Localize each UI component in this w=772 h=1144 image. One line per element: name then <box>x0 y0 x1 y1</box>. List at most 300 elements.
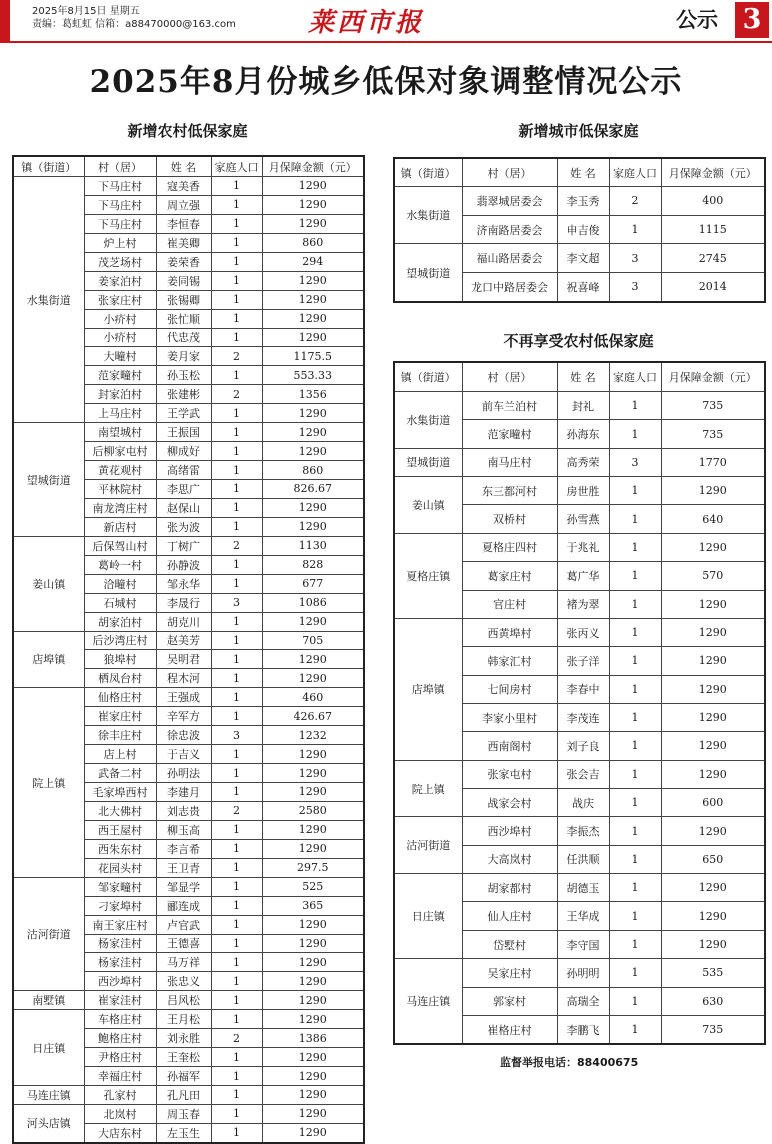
table-row <box>13 536 364 555</box>
village-cell: 小疥村 <box>84 309 156 328</box>
table-row <box>394 618 765 646</box>
name-cell: 张为波 <box>156 517 211 536</box>
village-cell: 吴家庄村 <box>462 959 557 987</box>
village-cell: 狼埠村 <box>84 650 156 669</box>
household-cell: 2 <box>211 1029 262 1048</box>
village-cell: 栖凤台村 <box>84 669 156 688</box>
name-cell: 李恒春 <box>156 214 211 233</box>
village-cell: 石城村 <box>84 593 156 612</box>
name-cell: 徐忠波 <box>156 726 211 745</box>
section-name: 公示 <box>676 8 718 32</box>
household-cell: 1 <box>211 1123 262 1142</box>
household-cell: 3 <box>609 448 661 476</box>
household-cell: 1 <box>609 590 661 618</box>
amount-cell: 1770 <box>661 448 765 476</box>
village-cell: 店上村 <box>84 745 156 764</box>
amount-cell: 735 <box>661 392 765 420</box>
household-cell: 1 <box>609 392 661 420</box>
town-cell: 姜山镇 <box>394 477 462 534</box>
household-cell: 1 <box>211 177 262 196</box>
village-cell: 后沙湾庄村 <box>84 631 156 650</box>
name-cell: 高绪雷 <box>156 461 211 480</box>
village-cell: 福山路居委会 <box>462 244 557 273</box>
household-cell: 1 <box>211 498 262 517</box>
village-cell: 杨家洼村 <box>84 953 156 972</box>
household-cell: 1 <box>609 618 661 646</box>
amount-cell: 735 <box>661 1015 765 1044</box>
village-cell: 前车兰泊村 <box>462 392 557 420</box>
household-cell: 1 <box>609 732 661 760</box>
village-cell: 郭家村 <box>462 987 557 1015</box>
village-cell: 武备二村 <box>84 764 156 783</box>
village-cell: 上马庄村 <box>84 404 156 423</box>
name-cell: 姜同锡 <box>156 271 211 290</box>
name-cell: 孙海东 <box>557 420 609 448</box>
village-cell: 姜家泊村 <box>84 271 156 290</box>
name-cell: 刘志贵 <box>156 801 211 820</box>
household-cell: 1 <box>609 959 661 987</box>
name-cell: 程木河 <box>156 669 211 688</box>
amount-cell: 400 <box>661 187 765 216</box>
amount-cell: 640 <box>661 505 765 533</box>
amount-cell: 1290 <box>262 820 364 839</box>
village-cell: 官庄村 <box>462 590 557 618</box>
name-cell: 刘永胜 <box>156 1029 211 1048</box>
village-cell: 幸福庄村 <box>84 1067 156 1086</box>
amount-cell: 525 <box>262 877 364 896</box>
village-cell: 韩家汇村 <box>462 647 557 675</box>
name-cell: 王振国 <box>156 423 211 442</box>
household-cell: 2 <box>609 187 661 216</box>
name-cell: 张锡卿 <box>156 290 211 309</box>
household-cell: 1 <box>609 817 661 845</box>
village-cell: 下马庄村 <box>84 214 156 233</box>
name-cell: 李鹏飞 <box>557 1015 609 1044</box>
town-cell: 水集街道 <box>394 392 462 449</box>
name-cell: 胡克川 <box>156 612 211 631</box>
village-cell: 西黄埠村 <box>462 618 557 646</box>
amount-cell: 1175.5 <box>262 347 364 366</box>
header-info <box>32 5 236 31</box>
village-cell: 济南路居委会 <box>462 215 557 244</box>
new-rural-title: 新增农村低保家庭 <box>127 122 248 140</box>
amount-cell: 1290 <box>262 328 364 347</box>
household-cell: 1 <box>609 760 661 788</box>
amount-cell: 1290 <box>262 1067 364 1086</box>
name-cell: 周玉春 <box>156 1104 211 1123</box>
name-cell: 卢官武 <box>156 915 211 934</box>
amount-cell: 1290 <box>262 669 364 688</box>
village-cell: 杨家洼村 <box>84 934 156 953</box>
household-cell: 3 <box>211 593 262 612</box>
village-cell: 北岚村 <box>84 1104 156 1123</box>
name-cell: 马万祥 <box>156 953 211 972</box>
name-cell: 左玉生 <box>156 1123 211 1142</box>
household-cell: 1 <box>609 902 661 930</box>
amount-cell: 1290 <box>661 874 765 902</box>
new-urban-title: 新增城市低保家庭 <box>518 122 639 140</box>
household-cell: 1 <box>211 309 262 328</box>
household-cell: 1 <box>211 442 262 461</box>
household-cell: 1 <box>609 703 661 731</box>
amount-cell: 294 <box>262 252 364 271</box>
name-cell: 王奎松 <box>156 1048 211 1067</box>
table-row <box>394 392 765 420</box>
household-cell: 1 <box>211 688 262 707</box>
household-cell: 1 <box>609 420 661 448</box>
table-row <box>13 877 364 896</box>
name-cell: 寇美香 <box>156 177 211 196</box>
household-cell: 1 <box>211 915 262 934</box>
name-cell: 王学武 <box>156 404 211 423</box>
household-cell: 1 <box>211 820 262 839</box>
name-cell: 周立强 <box>156 195 211 214</box>
table-row <box>13 688 364 707</box>
amount-cell: 1356 <box>262 385 364 404</box>
village-cell: 龙口中路居委会 <box>462 273 557 302</box>
name-cell: 张会吉 <box>557 760 609 788</box>
name-cell: 李言希 <box>156 839 211 858</box>
amount-cell: 1290 <box>262 650 364 669</box>
name-cell: 李晟行 <box>156 593 211 612</box>
household-cell: 1 <box>609 505 661 533</box>
amount-cell: 826.67 <box>262 480 364 499</box>
household-cell: 3 <box>609 273 661 302</box>
name-cell: 祝喜峰 <box>557 273 609 302</box>
name-cell: 王强成 <box>156 688 211 707</box>
village-cell: 花园头村 <box>84 858 156 877</box>
village-cell: 范家疃村 <box>462 420 557 448</box>
village-cell: 胡家都村 <box>462 874 557 902</box>
column-header-household: 家庭人口 <box>609 158 661 187</box>
village-cell: 黄花观村 <box>84 461 156 480</box>
amount-cell: 426.67 <box>262 707 364 726</box>
amount-cell: 297.5 <box>262 858 364 877</box>
town-cell: 望城街道 <box>13 423 84 537</box>
village-cell: 刁家埠村 <box>84 896 156 915</box>
household-cell: 1 <box>211 707 262 726</box>
table-row <box>394 244 765 273</box>
new-urban-table <box>393 157 766 303</box>
village-cell: 南望城村 <box>84 423 156 442</box>
table-header-row <box>13 156 364 177</box>
name-cell: 吕风松 <box>156 991 211 1010</box>
table-row <box>13 1104 364 1123</box>
household-cell: 2 <box>211 347 262 366</box>
name-cell: 房世胜 <box>557 477 609 505</box>
amount-cell: 1290 <box>262 1123 364 1142</box>
name-cell: 邹永华 <box>156 574 211 593</box>
household-cell: 1 <box>211 953 262 972</box>
amount-cell: 2580 <box>262 801 364 820</box>
name-cell: 高瑞全 <box>557 987 609 1015</box>
village-cell: 小疥村 <box>84 328 156 347</box>
household-cell: 1 <box>211 991 262 1010</box>
removed-rural-title: 不再享受农村低保家庭 <box>503 332 654 350</box>
amount-cell: 1290 <box>262 1086 364 1105</box>
table-row <box>394 533 765 561</box>
household-cell: 1 <box>609 647 661 675</box>
table-row <box>394 448 765 476</box>
amount-cell: 1232 <box>262 726 364 745</box>
household-cell: 1 <box>211 555 262 574</box>
household-cell: 1 <box>609 562 661 590</box>
table-header-row <box>394 362 765 392</box>
household-cell: 1 <box>609 533 661 561</box>
village-cell: 茂芝场村 <box>84 252 156 271</box>
town-cell: 望城街道 <box>394 448 462 476</box>
village-cell: 北大佛村 <box>84 801 156 820</box>
name-cell: 张子洋 <box>557 647 609 675</box>
table-row <box>394 477 765 505</box>
village-cell: 后保驾山村 <box>84 536 156 555</box>
amount-cell: 735 <box>661 420 765 448</box>
name-cell: 孙福军 <box>156 1067 211 1086</box>
town-cell: 沽河街道 <box>13 877 84 991</box>
household-cell: 1 <box>211 783 262 802</box>
town-cell: 河头店镇 <box>13 1104 84 1142</box>
town-cell: 姜山镇 <box>13 536 84 631</box>
household-cell: 1 <box>211 195 262 214</box>
amount-cell: 1115 <box>661 215 765 244</box>
hotline: 监督举报电话：88400675 <box>500 1056 639 1069</box>
household-cell: 1 <box>211 631 262 650</box>
village-cell: 范家疃村 <box>84 366 156 385</box>
amount-cell: 1290 <box>262 517 364 536</box>
table-header-row <box>394 158 765 187</box>
household-cell: 1 <box>609 215 661 244</box>
name-cell: 高秀荣 <box>557 448 609 476</box>
name-cell: 孙静波 <box>156 555 211 574</box>
name-cell: 吴明君 <box>156 650 211 669</box>
removed-rural-table <box>393 361 766 1045</box>
amount-cell: 1290 <box>661 675 765 703</box>
household-cell: 1 <box>211 1010 262 1029</box>
household-cell: 1 <box>211 1048 262 1067</box>
household-cell: 1 <box>211 574 262 593</box>
village-cell: 封家泊村 <box>84 385 156 404</box>
household-cell: 2 <box>211 801 262 820</box>
name-cell: 柳成好 <box>156 442 211 461</box>
town-cell: 店埠镇 <box>13 631 84 688</box>
amount-cell: 1290 <box>262 764 364 783</box>
amount-cell: 1290 <box>661 902 765 930</box>
page-title: 2025年8月份城乡低保对象调整情况公示 <box>89 64 683 100</box>
amount-cell: 630 <box>661 987 765 1015</box>
table-row <box>13 177 364 196</box>
amount-cell: 2014 <box>661 273 765 302</box>
household-cell: 1 <box>211 839 262 858</box>
amount-cell: 1290 <box>262 972 364 991</box>
amount-cell: 1290 <box>262 271 364 290</box>
village-cell: 李家小里村 <box>462 703 557 731</box>
household-cell: 1 <box>211 669 262 688</box>
column-header-household: 家庭人口 <box>609 362 661 392</box>
amount-cell: 677 <box>262 574 364 593</box>
name-cell: 李玉秀 <box>557 187 609 216</box>
household-cell: 1 <box>609 477 661 505</box>
name-cell: 于吉义 <box>156 745 211 764</box>
name-cell: 李春中 <box>557 675 609 703</box>
household-cell: 1 <box>211 328 262 347</box>
village-cell: 大店东村 <box>84 1123 156 1142</box>
household-cell: 1 <box>211 612 262 631</box>
table-row <box>13 423 364 442</box>
name-cell: 孔凡田 <box>156 1086 211 1105</box>
name-cell: 王德喜 <box>156 934 211 953</box>
household-cell: 1 <box>609 789 661 817</box>
amount-cell: 1290 <box>661 477 765 505</box>
town-cell: 院上镇 <box>394 760 462 817</box>
amount-cell: 1290 <box>262 214 364 233</box>
column-header-village: 村（居） <box>84 156 156 177</box>
household-cell: 2 <box>211 536 262 555</box>
amount-cell: 553.33 <box>262 366 364 385</box>
household-cell: 1 <box>211 877 262 896</box>
column-header-village: 村（居） <box>462 362 557 392</box>
page-number: 3 <box>735 2 769 38</box>
household-cell: 1 <box>211 934 262 953</box>
name-cell: 丁树广 <box>156 536 211 555</box>
household-cell: 1 <box>211 764 262 783</box>
name-cell: 刘子良 <box>557 732 609 760</box>
amount-cell: 1290 <box>661 647 765 675</box>
village-cell: 南马庄村 <box>462 448 557 476</box>
name-cell: 孙明明 <box>557 959 609 987</box>
village-cell: 葛家庄村 <box>462 562 557 590</box>
name-cell: 葛广华 <box>557 562 609 590</box>
name-cell: 张建彬 <box>156 385 211 404</box>
new-rural-table <box>12 155 365 1144</box>
name-cell: 李文超 <box>557 244 609 273</box>
name-cell: 孙玉松 <box>156 366 211 385</box>
name-cell: 张忠义 <box>156 972 211 991</box>
amount-cell: 1290 <box>262 498 364 517</box>
household-cell: 1 <box>211 366 262 385</box>
column-header-amount: 月保障金额（元） <box>661 362 765 392</box>
amount-cell: 1086 <box>262 593 364 612</box>
household-cell: 1 <box>211 252 262 271</box>
name-cell: 任洪顺 <box>557 845 609 873</box>
table-row <box>13 1010 364 1029</box>
name-cell: 李守国 <box>557 930 609 958</box>
household-cell: 1 <box>609 675 661 703</box>
amount-cell: 1290 <box>661 817 765 845</box>
table-row <box>13 631 364 650</box>
village-cell: 车格庄村 <box>84 1010 156 1029</box>
amount-cell: 1290 <box>262 442 364 461</box>
name-cell: 代忠茂 <box>156 328 211 347</box>
village-cell: 崔家洼村 <box>84 991 156 1010</box>
village-cell: 仙人庄村 <box>462 902 557 930</box>
amount-cell: 860 <box>262 461 364 480</box>
amount-cell: 1290 <box>262 195 364 214</box>
village-cell: 大高岚村 <box>462 845 557 873</box>
name-cell: 王卫青 <box>156 858 211 877</box>
household-cell: 1 <box>211 1086 262 1105</box>
village-cell: 尹格庄村 <box>84 1048 156 1067</box>
name-cell: 姜月家 <box>156 347 211 366</box>
village-cell: 崔格庄村 <box>462 1015 557 1044</box>
town-cell: 院上镇 <box>13 688 84 877</box>
town-cell: 店埠镇 <box>394 618 462 760</box>
column-header-name: 姓 名 <box>156 156 211 177</box>
village-cell: 南王家庄村 <box>84 915 156 934</box>
column-header-village: 村（居） <box>462 158 557 187</box>
amount-cell: 828 <box>262 555 364 574</box>
name-cell: 褚为翠 <box>557 590 609 618</box>
village-cell: 南龙湾庄村 <box>84 498 156 517</box>
village-cell: 葛岭一村 <box>84 555 156 574</box>
column-header-amount: 月保障金额（元） <box>262 156 364 177</box>
town-cell: 望城街道 <box>394 244 462 302</box>
household-cell: 1 <box>609 987 661 1015</box>
amount-cell: 2745 <box>661 244 765 273</box>
amount-cell: 1290 <box>262 1048 364 1067</box>
amount-cell: 1290 <box>262 1010 364 1029</box>
village-cell: 双桥村 <box>462 505 557 533</box>
amount-cell: 860 <box>262 233 364 252</box>
amount-cell: 535 <box>661 959 765 987</box>
amount-cell: 1290 <box>262 423 364 442</box>
household-cell: 1 <box>609 874 661 902</box>
village-cell: 西朱东村 <box>84 839 156 858</box>
amount-cell: 1290 <box>262 309 364 328</box>
name-cell: 张丙义 <box>557 618 609 646</box>
village-cell: 崔家庄村 <box>84 707 156 726</box>
amount-cell: 1290 <box>661 618 765 646</box>
household-cell: 2 <box>211 385 262 404</box>
amount-cell: 460 <box>262 688 364 707</box>
name-cell: 王华成 <box>557 902 609 930</box>
household-cell: 1 <box>211 858 262 877</box>
amount-cell: 1290 <box>262 915 364 934</box>
town-cell: 沽河街道 <box>394 817 462 874</box>
name-cell: 姜荣香 <box>156 252 211 271</box>
table-row <box>394 817 765 845</box>
village-cell: 战家会村 <box>462 789 557 817</box>
household-cell: 1 <box>211 1104 262 1123</box>
village-cell: 孔家村 <box>84 1086 156 1105</box>
column-header-town: 镇（街道） <box>13 156 84 177</box>
household-cell: 1 <box>211 650 262 669</box>
name-cell: 邹显学 <box>156 877 211 896</box>
amount-cell: 1290 <box>661 760 765 788</box>
household-cell: 1 <box>609 930 661 958</box>
amount-cell: 1290 <box>262 953 364 972</box>
village-cell: 新店村 <box>84 517 156 536</box>
amount-cell: 1290 <box>661 930 765 958</box>
village-cell: 七间房村 <box>462 675 557 703</box>
village-cell: 大疃村 <box>84 347 156 366</box>
household-cell: 1 <box>211 271 262 290</box>
name-cell: 孙明法 <box>156 764 211 783</box>
name-cell: 赵美芳 <box>156 631 211 650</box>
name-cell: 柳玉高 <box>156 820 211 839</box>
town-cell: 日庄镇 <box>13 1010 84 1086</box>
village-cell: 仙格庄村 <box>84 688 156 707</box>
village-cell: 西沙埠村 <box>84 972 156 991</box>
household-cell: 1 <box>211 480 262 499</box>
table-row <box>394 760 765 788</box>
amount-cell: 1386 <box>262 1029 364 1048</box>
column-header-name: 姓 名 <box>557 158 609 187</box>
town-cell: 马连庄镇 <box>394 959 462 1045</box>
amount-cell: 1290 <box>661 533 765 561</box>
column-header-town: 镇（街道） <box>394 362 462 392</box>
household-cell: 1 <box>211 461 262 480</box>
household-cell: 1 <box>211 233 262 252</box>
